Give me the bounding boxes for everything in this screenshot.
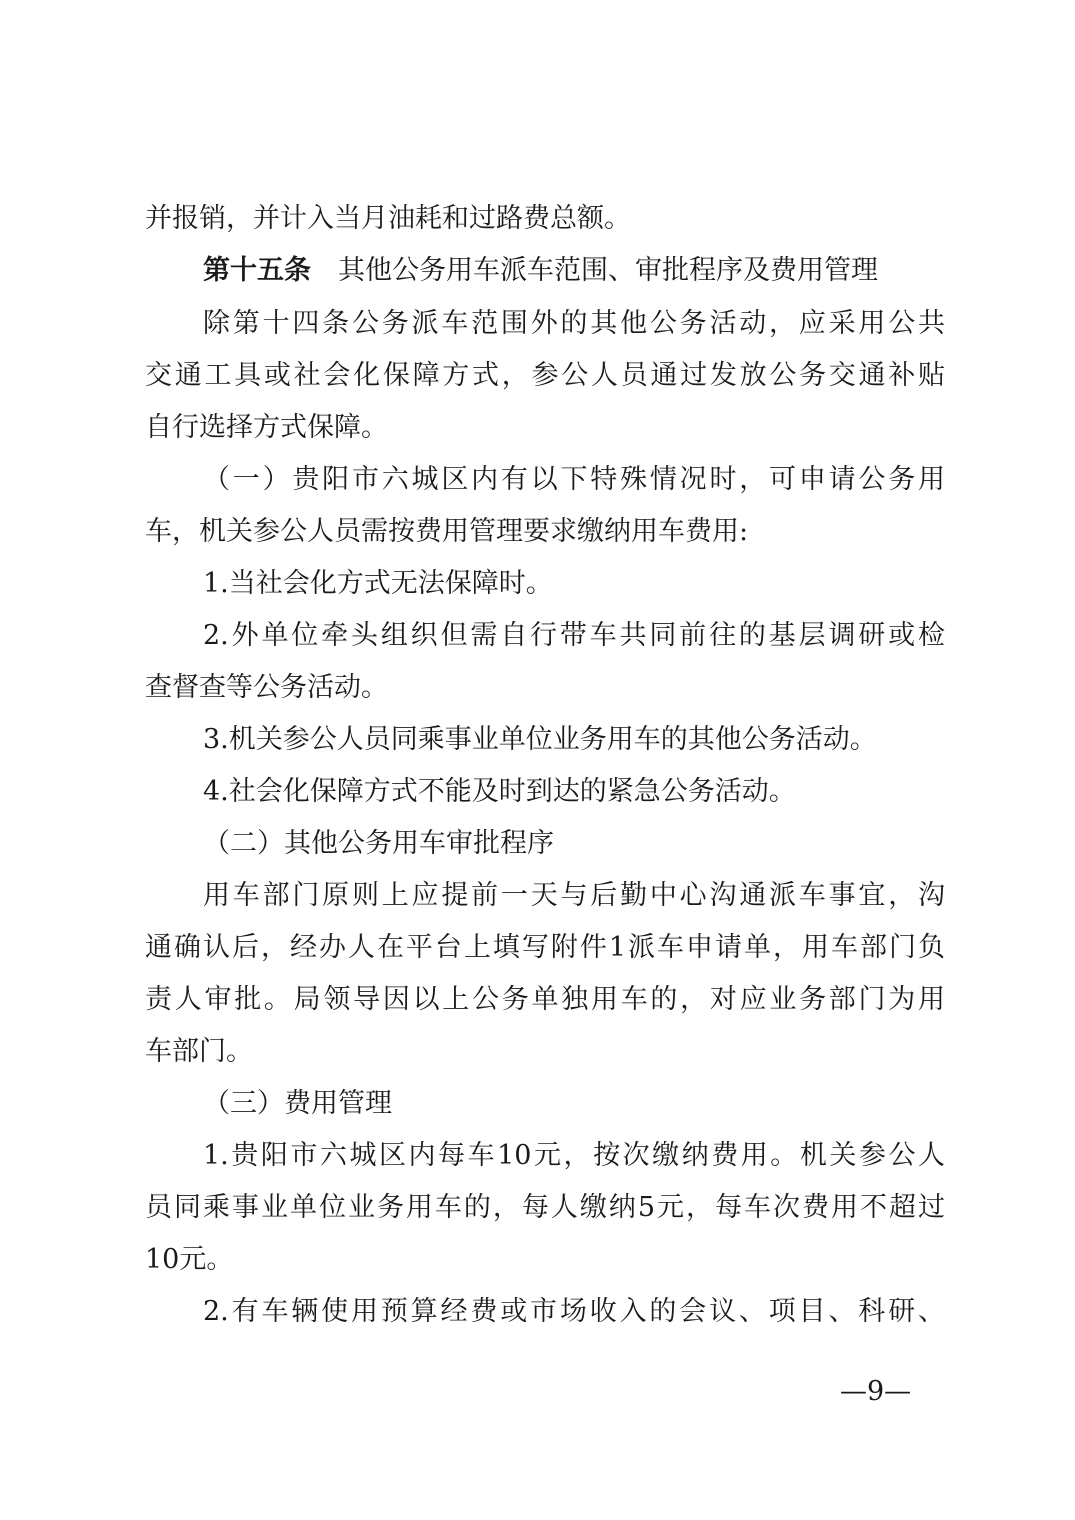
paragraph-line: 自行选择方式保障。 <box>145 412 388 443</box>
article-heading-line <box>203 245 945 297</box>
article-title: 其他公务用车派车范围、审批程序及费用管理 <box>338 255 878 286</box>
article-number: 第十五条 <box>203 255 311 286</box>
paragraph-line: 并报销，并计入当月油耗和过路费总额。 <box>145 203 631 234</box>
paragraph-line: 用车部门原则上应提前一天与后勤中心沟通派车事宜，沟 <box>203 880 945 911</box>
paragraph-line: 车，机关参公人员需按费用管理要求缴纳用车费用: <box>145 516 749 547</box>
paragraph-line: 交通工具或社会化保障方式，参公人员通过发放公务交通补贴 <box>145 360 945 391</box>
list-item: 2.有车辆使用预算经费或市场收入的会议、项目、科研、 <box>203 1296 945 1327</box>
paragraph-line: 员同乘事业单位业务用车的，每人缴纳5元，每车次费用不超过 <box>145 1192 945 1223</box>
paragraph-line: 责人审批。局领导因以上公务单独用车的，对应业务部门为用 <box>145 984 945 1015</box>
paragraph-line: 除第十四条公务派车范围外的其他公务活动，应采用公共 <box>203 308 945 339</box>
list-item: 1.贵阳市六城区内每车10元，按次缴纳费用。机关参公人 <box>203 1140 945 1171</box>
paragraph-line: 通确认后，经办人在平台上填写附件1派车申请单，用车部门负 <box>145 932 945 963</box>
paragraph-line: 车部门。 <box>145 1036 253 1067</box>
list-item: 3.机关参公人员同乘事业单位业务用车的其他公务活动。 <box>203 724 877 755</box>
paragraph-line: （一）贵阳市六城区内有以下特殊情况时，可申请公务用 <box>203 464 945 495</box>
section-heading: （三）费用管理 <box>203 1088 392 1119</box>
section-heading: （二）其他公务用车审批程序 <box>203 828 554 859</box>
paragraph-line: 10元。 <box>145 1244 234 1275</box>
list-item: 2.外单位牵头组织但需自行带车共同前往的基层调研或检 <box>203 620 945 651</box>
page-number: —9— <box>840 1376 912 1407</box>
paragraph-line: 查督查等公务活动。 <box>145 672 388 703</box>
list-item: 4.社会化保障方式不能及时到达的紧急公务活动。 <box>203 776 796 807</box>
list-item: 1.当社会化方式无法保障时。 <box>203 568 553 599</box>
